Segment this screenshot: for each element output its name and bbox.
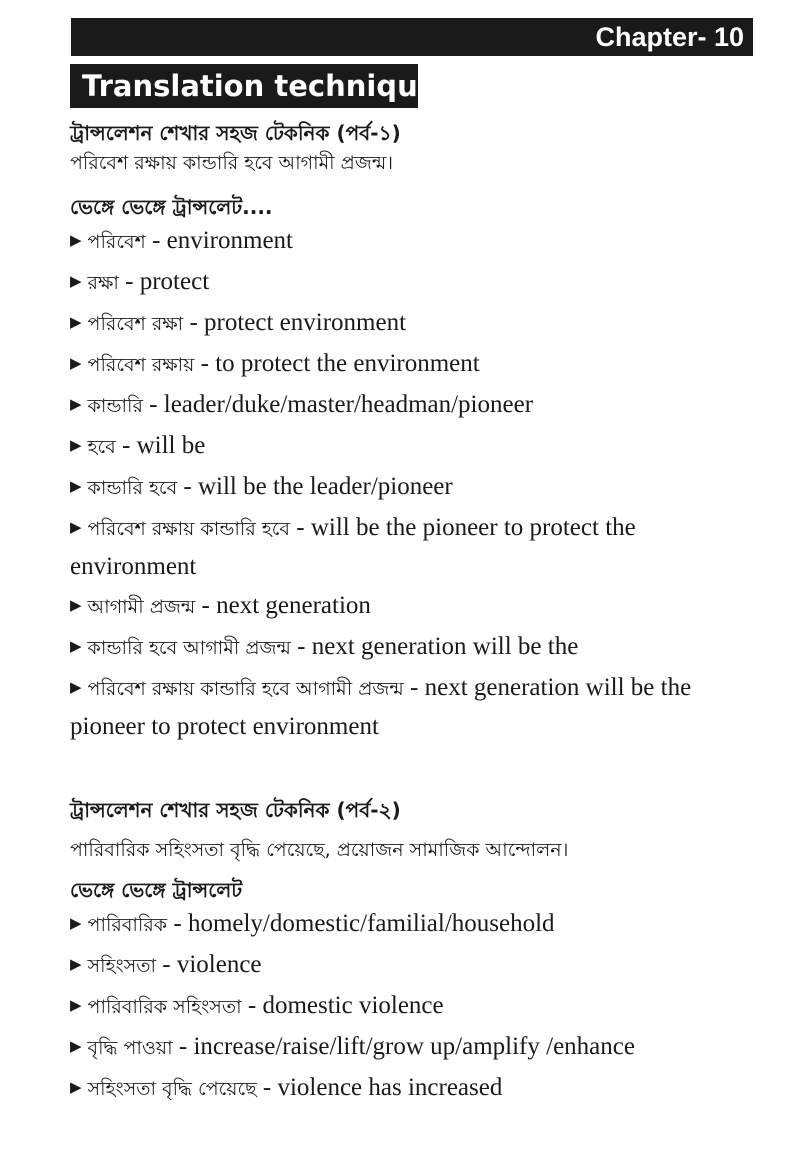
breakdown-list: [70, 905, 760, 1108]
breakdown-heading: ভেঙ্গে ভেঙ্গে ট্রান্সলেট: [70, 878, 243, 902]
list-item: [70, 1028, 760, 1067]
separator: -: [290, 633, 312, 660]
bengali-term: বৃদ্ধি পাওয়া: [87, 1037, 173, 1059]
list-item: [70, 946, 760, 985]
list-item: [70, 587, 760, 626]
english-translation: environment: [166, 227, 293, 254]
bengali-term: পরিবেশ রক্ষায়: [87, 354, 195, 376]
breakdown-heading: ভেঙ্গে ভেঙ্গে ট্রান্সলেট....: [70, 195, 273, 219]
english-translation: domestic violence: [262, 992, 444, 1019]
list-item: [70, 304, 760, 343]
english-translation: will be the pioneer to protect the environment: [70, 514, 636, 580]
separator: -: [115, 432, 137, 459]
bullet-icon: ▶: [70, 354, 82, 372]
english-translation: next generation will be the pioneer to protect environment: [70, 674, 692, 740]
bullet-icon: ▶: [70, 1078, 82, 1096]
chapter-label: Chapter- 10: [595, 22, 744, 52]
english-translation: to protect the environment: [215, 350, 480, 377]
bengali-term: পারিবারিক সহিংসতা: [87, 996, 242, 1018]
source-sentence: পারিবারিক সহিংসতা বৃদ্ধি পেয়েছে, প্রয়োজন সামাজিক আন্দোলন।: [70, 839, 569, 861]
bengali-term: সহিংসতা বৃদ্ধি পেয়েছে: [87, 1078, 257, 1100]
bullet-icon: ▶: [70, 477, 82, 495]
separator: -: [241, 992, 263, 1019]
page-title: Translation technique: [70, 64, 418, 108]
bengali-term: হবে: [87, 436, 116, 458]
english-translation: next generation will be the: [311, 633, 579, 660]
separator: -: [172, 1033, 194, 1060]
list-item: [70, 987, 760, 1026]
bullet-icon: ▶: [70, 678, 82, 696]
separator: -: [177, 473, 198, 500]
bullet-icon: ▶: [70, 914, 82, 932]
bengali-term: কান্ডারি হবে আগামী প্রজন্ম: [87, 637, 291, 659]
list-item: [70, 222, 760, 261]
separator: -: [256, 1074, 278, 1101]
bullet-icon: ▶: [70, 1037, 82, 1055]
list-item: [70, 905, 760, 944]
bengali-term: পারিবারিক: [87, 914, 168, 936]
english-translation: homely/domestic/familial/household: [187, 910, 555, 937]
separator: -: [290, 514, 311, 541]
list-item: [70, 427, 760, 466]
separator: -: [183, 309, 205, 336]
list-item: [70, 345, 760, 384]
list-item: [70, 1069, 760, 1108]
english-translation: protect: [139, 268, 210, 295]
bullet-icon: ▶: [70, 637, 82, 655]
separator: -: [194, 350, 216, 377]
separator: -: [145, 227, 167, 254]
list-item: [70, 628, 760, 667]
bullet-icon: ▶: [70, 518, 82, 536]
bengali-term: পরিবেশ রক্ষা: [87, 313, 184, 335]
bullet-icon: ▶: [70, 395, 82, 413]
bengali-term: রক্ষা: [87, 272, 119, 294]
bengali-term: পরিবেশ: [87, 231, 146, 253]
list-item: [70, 263, 760, 302]
list-item: [70, 669, 760, 745]
list-item: [70, 386, 760, 425]
separator: -: [118, 268, 140, 295]
section-heading: ট্রান্সলেশন শেখার সহজ টেকনিক (পর্ব-২): [70, 798, 401, 822]
bullet-icon: ▶: [70, 955, 82, 973]
english-translation: will be the leader/pioneer: [197, 473, 453, 500]
english-translation: violence: [176, 951, 262, 978]
bullet-icon: ▶: [70, 231, 82, 249]
list-item: [70, 468, 760, 507]
separator: -: [156, 951, 177, 978]
bullet-icon: ▶: [70, 313, 82, 331]
separator: -: [403, 674, 425, 701]
english-translation: violence has increased: [277, 1074, 503, 1101]
english-translation: increase/raise/lift/grow up/amplify /enhance: [193, 1033, 635, 1060]
bengali-term: পরিবেশ রক্ষায় কান্ডারি হবে: [87, 518, 291, 540]
section-2: [70, 795, 760, 1108]
english-translation: protect environment: [204, 309, 407, 336]
english-translation: next generation: [216, 592, 371, 619]
bengali-term: পরিবেশ রক্ষায় কান্ডারি হবে আগামী প্রজন্ম: [87, 678, 404, 700]
section-1: [70, 118, 760, 745]
list-item: [70, 509, 760, 585]
source-sentence: পরিবেশ রক্ষায় কান্ডারি হবে আগামী প্রজন্ম।: [70, 152, 394, 174]
bullet-icon: ▶: [70, 996, 82, 1014]
english-translation: will be: [136, 432, 206, 459]
main-content: [70, 118, 760, 1110]
breakdown-list: [70, 222, 760, 745]
bengali-term: কান্ডারি হবে: [87, 477, 178, 499]
bengali-term: সহিংসতা: [87, 955, 157, 977]
bengali-term: কান্ডারি: [87, 395, 143, 417]
english-translation: leader/duke/master/headman/pioneer: [163, 391, 534, 418]
bullet-icon: ▶: [70, 272, 82, 290]
section-heading: ট্রান্সলেশন শেখার সহজ টেকনিক (পর্ব-১): [70, 121, 401, 145]
bengali-term: আগামী প্রজন্ম: [87, 596, 196, 618]
separator: -: [142, 391, 164, 418]
chapter-banner: [71, 18, 753, 56]
bullet-icon: ▶: [70, 436, 82, 454]
separator: -: [195, 592, 217, 619]
bullet-icon: ▶: [70, 596, 82, 614]
separator: -: [167, 910, 188, 937]
